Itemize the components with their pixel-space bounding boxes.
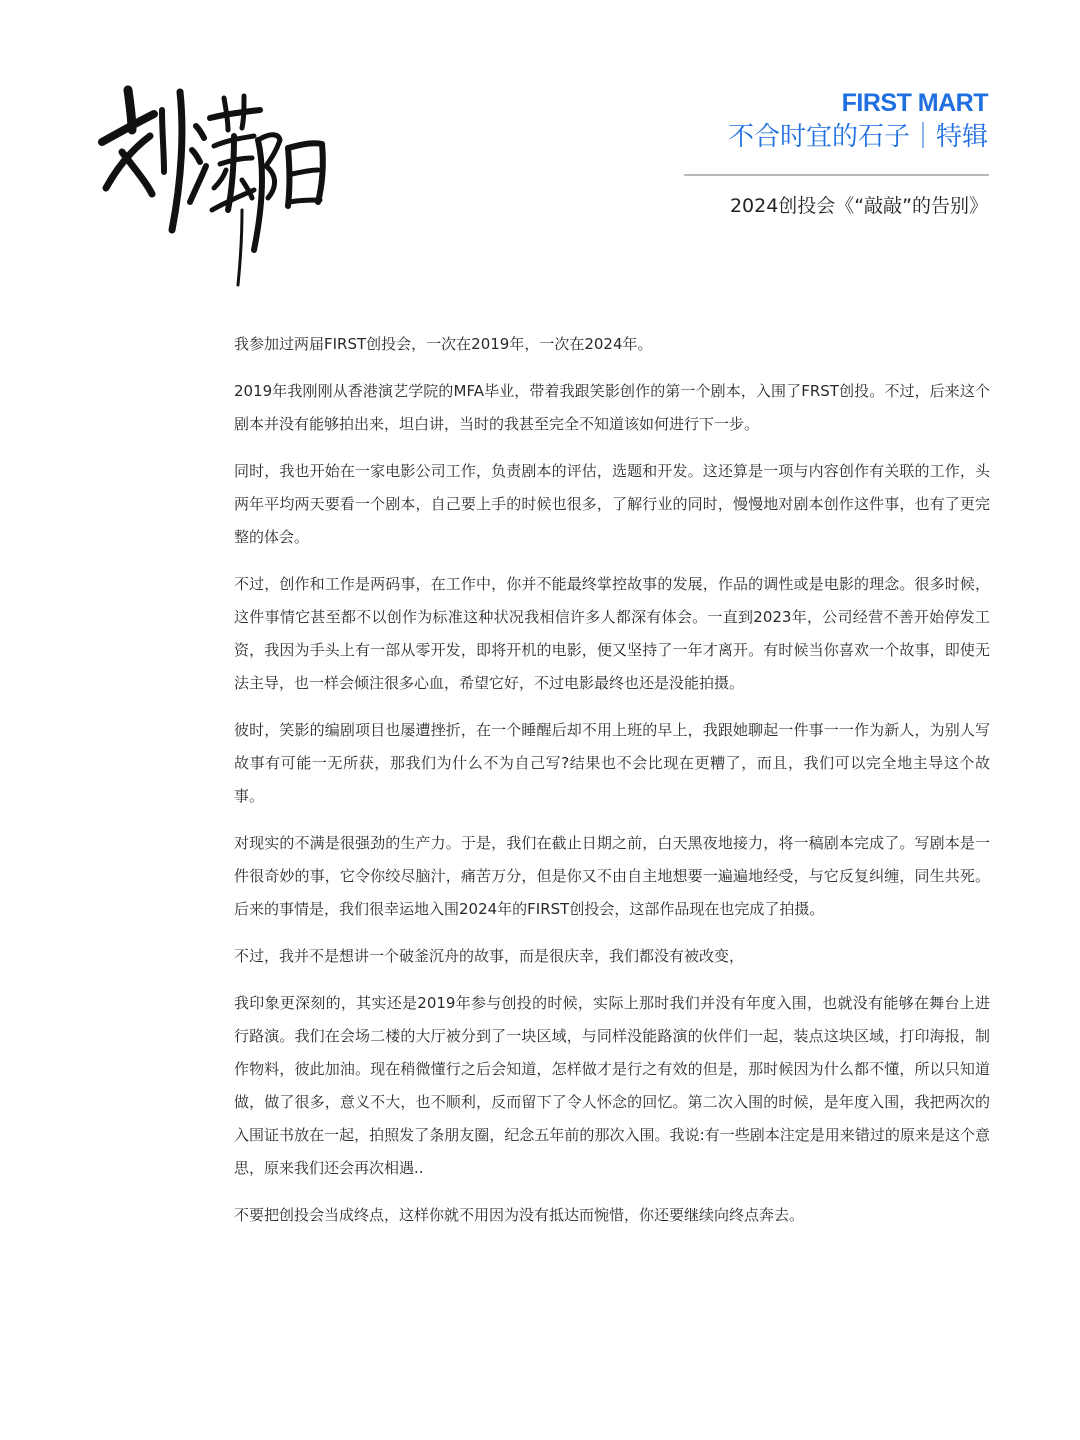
article-body xyxy=(234,328,990,1246)
header-block xyxy=(668,88,988,154)
paragraph: 不过，创作和工作是两码事，在工作中，你并不能最终掌控故事的发展，作品的调性或是电影的理念。很多时候，这件事情它甚至都不以创作为标准这种状况我相信许多人都深有体会。一直到2023年，公司经营不善开始停发工资，我因为手头上有一部从零开发，即将开机的电影，便又坚持了一年才离开。有时候当你喜欢一个故事，即使无法主导，也一样会倾注很多心血，希望它好，不过电影最终也还是没能拍摄。 xyxy=(234,575,990,692)
paragraph: 不过，我并不是想讲一个破釜沉舟的故事，而是很庆幸，我们都没有被改变， xyxy=(234,947,745,965)
feature-subtitle: 不合时宜的石子｜特辑 xyxy=(727,122,988,152)
paragraph: 2019年我刚刚从香港演艺学院的MFA毕业，带着我跟笑影创作的第一个剧本，入围了FRST创投。不过，后来这个剧本并没有能够拍出来，坦白讲，当时的我甚至完全不知道该如何进行下一步。 xyxy=(234,382,990,433)
brand-title: FIRST MART xyxy=(841,89,988,117)
paragraph: 我印象更深刻的，其实还是2019年参与创投的时候，实际上那时我们并没有年度入围，也就没有能够在舞台上进行路演。我们在会场二楼的大厅被分到了一块区域，与同样没能路演的伙伴们一起，装点这块区域，打印海报，制作物料，彼此加油。现在稍微懂行之后会知道，怎样做才是行之有效的但是，那时候因为什么都不懂，所以只知道做，做了很多，意义不大，也不顺利，反而留下了令人怀念的回忆。第二次入围的时候，是年度入围，我把两次的入围证书放在一起，拍照发了条朋友圈，纪念五年前的那次入围。我说:有一些剧本注定是用来错过的原来是这个意思，原来我们还会再次相遇.. xyxy=(234,994,990,1177)
paragraph: 同时，我也开始在一家电影公司工作，负责剧本的评估，选题和开发。这还算是一项与内容创作有关联的工作，头两年平均两天要看一个剧本，自己要上手的时候也很多，了解行业的同时，慢慢地对剧本创作这件事，也有了更完整的体会。 xyxy=(234,462,990,546)
paragraph: 对现实的不满是很强劲的生产力。于是，我们在截止日期之前，白天黑夜地接力，将一稿剧本完成了。写剧本是一件很奇妙的事，它令你绞尽脑汁，痛苦万分，但是你又不由自主地想要一遍遍地经受，与它反复纠缠，同生共死。后来的事情是，我们很幸运地入围2024年的FIRST创投会，这部作品现在也完成了拍摄。 xyxy=(234,834,990,918)
handwritten-signature xyxy=(92,70,342,295)
paragraph: 彼时，笑影的编剧项目也屡遭挫折，在一个睡醒后却不用上班的早上，我跟她聊起一件事一一作为新人，为别人写故事有可能一无所获，那我们为什么不为自己写?结果也不会比现在更糟了，而且，我们可以完全地主导这个故事。 xyxy=(234,721,990,805)
paragraph: 我参加过两届FIRST创投会，一次在2019年，一次在2024年。 xyxy=(234,335,653,353)
event-title: 2024创投会《“敲敲”的告别》 xyxy=(729,195,988,217)
paragraph: 不要把创投会当成终点，这样你就不用因为没有抵达而惋惜，你还要继续向终点奔去。 xyxy=(234,1206,805,1224)
header-divider xyxy=(684,174,989,176)
